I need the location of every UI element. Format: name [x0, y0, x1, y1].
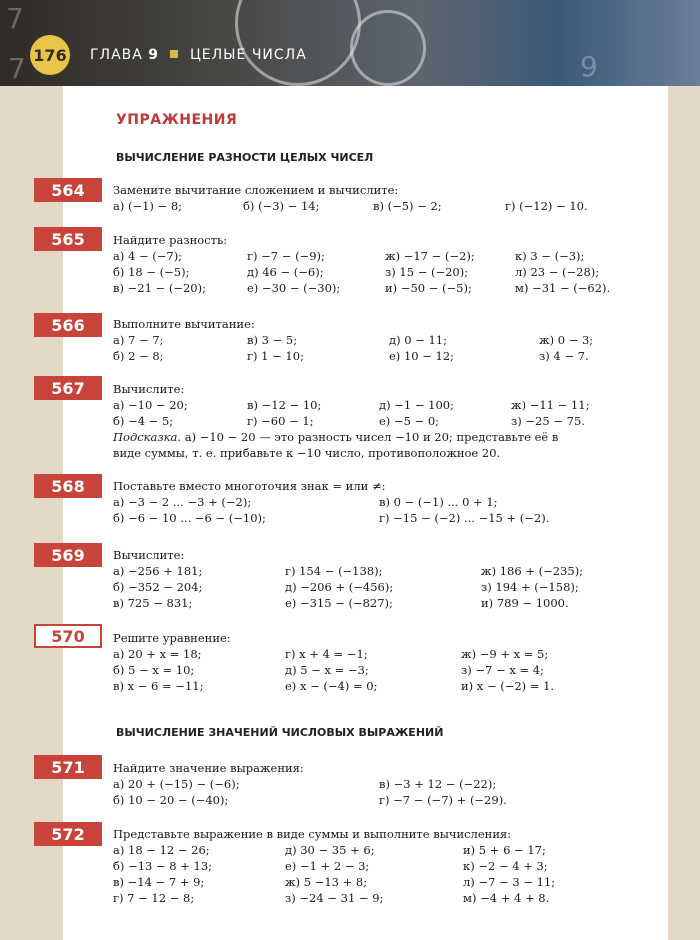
- task-item: з) −24 − 31 − 9;: [285, 891, 384, 905]
- exercise-prompt: Решите уравнение:: [113, 631, 231, 645]
- task-item: ж) 5 −13 + 8;: [285, 875, 368, 889]
- task-item: е) −5 − 0;: [379, 414, 440, 428]
- task-item: м) −31 − (−62).: [515, 281, 611, 295]
- task-item: г) x + 4 = −1;: [285, 647, 368, 661]
- task-item: а) 4 − (−7);: [113, 249, 183, 263]
- exercise-prompt: Поставьте вместо многоточия знак = или ≠:: [113, 479, 386, 493]
- task-item: л) −7 − 3 − 11;: [463, 875, 556, 889]
- task-item: б) −13 − 8 + 13;: [113, 859, 213, 873]
- task-item: и) 789 − 1000.: [481, 596, 569, 610]
- task-item: з) 194 + (−158);: [481, 580, 579, 594]
- decorative-digit: 7: [8, 52, 26, 85]
- decorative-digit: 7: [6, 2, 24, 35]
- task-item: ж) −17 − (−2);: [385, 249, 475, 263]
- task-item: е) −30 − (−30);: [247, 281, 341, 295]
- task-item: е) −315 − (−827);: [285, 596, 393, 610]
- task-item: ж) 0 − 3;: [539, 333, 594, 347]
- task-item: ж) 186 + (−235);: [481, 564, 584, 578]
- task-item: б) −352 − 204;: [113, 580, 203, 594]
- task-item: е) 10 − 12;: [389, 349, 455, 363]
- task-item: д) −1 − 100;: [379, 398, 454, 412]
- task-item: з) 15 − (−20);: [385, 265, 469, 279]
- task-item: е) x − (−4) = 0;: [285, 679, 378, 693]
- task-item: г) −15 − (−2) ... −15 + (−2).: [379, 511, 550, 525]
- section-title: ВЫЧИСЛЕНИЕ РАЗНОСТИ ЦЕЛЫХ ЧИСЕЛ: [116, 151, 374, 164]
- task-item: в) x − 6 = −11;: [113, 679, 204, 693]
- page-number: 176: [30, 35, 70, 75]
- task-item: а) 18 − 12 − 26;: [113, 843, 210, 857]
- task-item: к) −2 − 4 + 3;: [463, 859, 548, 873]
- exercise-prompt: Вычислите:: [113, 548, 185, 562]
- exercise-572: [113, 826, 623, 906]
- exercise-prompt: Замените вычитание сложением и вычислите:: [113, 183, 399, 197]
- task-item: е) −1 + 2 − 3;: [285, 859, 370, 873]
- task-item: б) 5 − x = 10;: [113, 663, 195, 677]
- exercise-number: 567: [34, 376, 102, 400]
- task-item: в) 3 − 5;: [247, 333, 298, 347]
- task-item: к) 3 − (−3);: [515, 249, 585, 263]
- chapter-name: ЦЕЛЫЕ ЧИСЛА: [189, 47, 307, 63]
- task-item: л) 23 − (−28);: [515, 265, 600, 279]
- page-header: [0, 0, 700, 86]
- task-item: д) 30 − 35 + 6;: [285, 843, 375, 857]
- exercise-number: 570: [34, 624, 102, 648]
- exercise-number: 566: [34, 313, 102, 337]
- task-item: д) 0 − 11;: [389, 333, 447, 347]
- exercise-571: [113, 760, 623, 808]
- hint-line: [113, 429, 623, 445]
- task-item: в) (−5) − 2;: [373, 199, 442, 213]
- exercises-title: УПРАЖНЕНИЯ: [116, 112, 238, 128]
- exercise-568: [113, 478, 623, 526]
- chapter-word: ГЛАВА: [90, 47, 143, 63]
- gauge-image: [350, 10, 426, 86]
- exercise-566: [113, 316, 623, 364]
- exercise-number: 572: [34, 822, 102, 846]
- exercise-569: [113, 547, 623, 611]
- task-item: г) −7 − (−9);: [247, 249, 325, 263]
- task-item: и) 5 + 6 − 17;: [463, 843, 546, 857]
- exercise-567: [113, 381, 623, 461]
- task-item: д) 5 − x = −3;: [285, 663, 369, 677]
- task-item: г) 154 − (−138);: [285, 564, 383, 578]
- task-item: в) 725 − 831;: [113, 596, 193, 610]
- task-item: в) −14 − 7 + 9;: [113, 875, 205, 889]
- task-item: з) −25 − 75.: [511, 414, 585, 428]
- task-item: в) 0 − (−1) ... 0 + 1;: [379, 495, 498, 509]
- task-item: б) (−3) − 14;: [243, 199, 320, 213]
- task-item: а) 20 + x = 18;: [113, 647, 202, 661]
- task-item: а) 7 − 7;: [113, 333, 164, 347]
- decorative-digit: 9: [580, 50, 598, 83]
- task-item: ж) −11 − 11;: [511, 398, 590, 412]
- exercise-number: 568: [34, 474, 102, 498]
- task-item: а) −256 + 181;: [113, 564, 203, 578]
- exercise-prompt: Найдите значение выражения:: [113, 761, 304, 775]
- section-title: ВЫЧИСЛЕНИЕ ЗНАЧЕНИЙ ЧИСЛОВЫХ ВЫРАЖЕНИЙ: [116, 726, 444, 739]
- task-item: б) 10 − 20 − (−40);: [113, 793, 229, 807]
- task-item: м) −4 + 4 + 8.: [463, 891, 550, 905]
- task-item: б) 2 − 8;: [113, 349, 164, 363]
- exercise-564: [113, 182, 623, 214]
- task-item: б) 18 − (−5);: [113, 265, 190, 279]
- task-item: г) 7 − 12 − 8;: [113, 891, 195, 905]
- task-item: г) 1 − 10;: [247, 349, 304, 363]
- task-item: г) −7 − (−7) + (−29).: [379, 793, 507, 807]
- gauge-image: [235, 0, 361, 86]
- exercise-565: [113, 232, 623, 296]
- hint-text: а) −10 − 20 — это разность чисел −10 и 20; представьте её в: [181, 430, 559, 444]
- task-item: и) x − (−2) = 1.: [461, 679, 555, 693]
- square-icon: [170, 50, 178, 58]
- task-item: ж) −9 + x = 5;: [461, 647, 549, 661]
- task-item: д) −206 + (−456);: [285, 580, 394, 594]
- exercise-prompt: Выполните вычитание:: [113, 317, 255, 331]
- exercise-number: 569: [34, 543, 102, 567]
- chapter-number: 9: [148, 47, 160, 63]
- task-item: з) 4 − 7.: [539, 349, 589, 363]
- task-item: а) −3 − 2 ... −3 + (−2);: [113, 495, 252, 509]
- task-item: з) −7 − x = 4;: [461, 663, 544, 677]
- exercise-prompt: Представьте выражение в виде суммы и выполните вычисления:: [113, 827, 512, 841]
- exercise-prompt: Найдите разность:: [113, 233, 228, 247]
- hint-text: виде суммы, т. е. прибавьте к −10 число, противоположное 20.: [113, 446, 501, 460]
- task-item: а) (−1) − 8;: [113, 199, 183, 213]
- task-item: д) 46 − (−6);: [247, 265, 324, 279]
- task-item: г) −60 − 1;: [247, 414, 314, 428]
- exercise-prompt: Вычислите:: [113, 382, 185, 396]
- task-item: в) −21 − (−20);: [113, 281, 206, 295]
- exercise-number: 564: [34, 178, 102, 202]
- task-item: а) 20 + (−15) − (−6);: [113, 777, 240, 791]
- task-item: б) −4 − 5;: [113, 414, 174, 428]
- task-item: в) −12 − 10;: [247, 398, 322, 412]
- exercise-number: 565: [34, 227, 102, 251]
- task-item: г) (−12) − 10.: [505, 199, 588, 213]
- task-item: в) −3 + 12 − (−22);: [379, 777, 497, 791]
- chapter-title: [90, 47, 307, 63]
- hint-label: Подсказка.: [113, 430, 182, 444]
- exercise-number: 571: [34, 755, 102, 779]
- task-item: а) −10 − 20;: [113, 398, 188, 412]
- task-item: б) −6 − 10 ... −6 − (−10);: [113, 511, 266, 525]
- exercise-570: [113, 630, 623, 694]
- task-item: и) −50 − (−5);: [385, 281, 472, 295]
